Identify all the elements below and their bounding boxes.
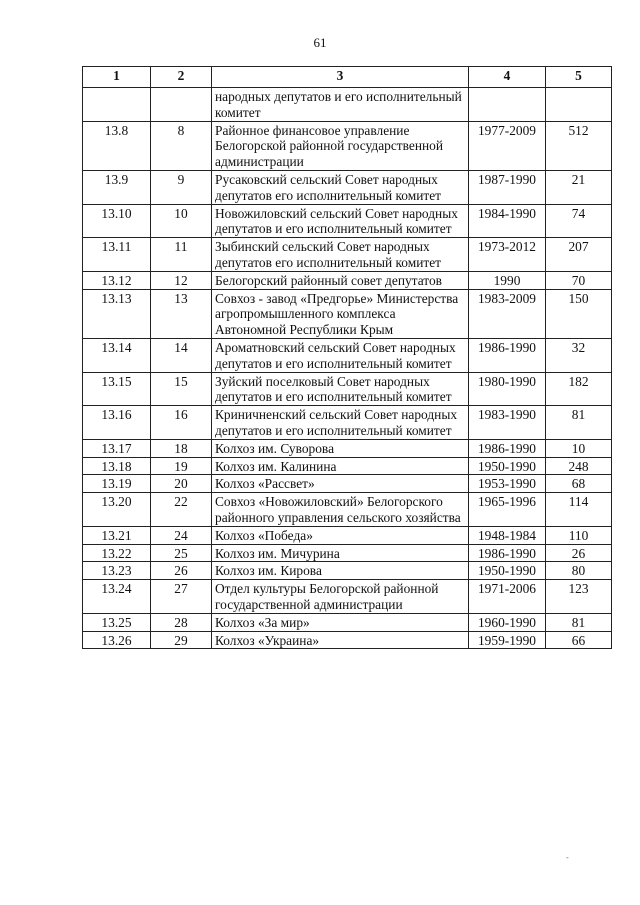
table-row: [83, 439, 612, 457]
cell-col-3: Колхоз «Украина»: [212, 631, 469, 649]
cell-col-4: [469, 88, 546, 122]
cell-col-2: 20: [151, 475, 212, 493]
table-row: [83, 613, 612, 631]
table-row: [83, 406, 612, 440]
cell-col-5: 110: [546, 526, 612, 544]
cell-col-4: 1977-2009: [469, 121, 546, 170]
cell-col-2: 27: [151, 580, 212, 614]
table-row: [83, 544, 612, 562]
cell-col-5: 150: [546, 289, 612, 338]
cell-col-5: 81: [546, 406, 612, 440]
cell-col-2: 11: [151, 238, 212, 272]
cell-col-3: Зыбинский сельский Совет народных депутатов его исполнительный комитет: [212, 238, 469, 272]
cell-col-5: 66: [546, 631, 612, 649]
cell-col-4: 1948-1984: [469, 526, 546, 544]
table-row: [83, 88, 612, 122]
cell-col-1: 13.13: [83, 289, 151, 338]
cell-col-2: 28: [151, 613, 212, 631]
cell-col-4: 1960-1990: [469, 613, 546, 631]
cell-col-2: 8: [151, 121, 212, 170]
cell-col-5: 81: [546, 613, 612, 631]
table-row: [83, 526, 612, 544]
cell-col-5: 74: [546, 204, 612, 238]
cell-col-1: 13.16: [83, 406, 151, 440]
cell-col-1: 13.20: [83, 493, 151, 527]
cell-col-1: 13.9: [83, 170, 151, 204]
cell-col-4: 1984-1990: [469, 204, 546, 238]
table-row: [83, 271, 612, 289]
table-row: [83, 562, 612, 580]
cell-col-4: 1986-1990: [469, 338, 546, 372]
table-row: [83, 457, 612, 475]
cell-col-2: 9: [151, 170, 212, 204]
cell-col-3: Колхоз им. Мичурина: [212, 544, 469, 562]
cell-col-3: народных депутатов и его исполнительный комитет: [212, 88, 469, 122]
cell-col-2: [151, 88, 212, 122]
corner-mark: -: [566, 853, 569, 862]
table-row: [83, 204, 612, 238]
cell-col-1: 13.17: [83, 439, 151, 457]
table-row: [83, 238, 612, 272]
cell-col-3: Белогорский районный совет депутатов: [212, 271, 469, 289]
cell-col-2: 15: [151, 372, 212, 406]
cell-col-1: 13.14: [83, 338, 151, 372]
cell-col-3: Отдел культуры Белогорской районной государственной администрации: [212, 580, 469, 614]
cell-col-1: 13.15: [83, 372, 151, 406]
table-row: [83, 338, 612, 372]
cell-col-5: [546, 88, 612, 122]
cell-col-3: Криничненский сельский Совет народных депутатов и его исполнительный комитет: [212, 406, 469, 440]
cell-col-4: 1990: [469, 271, 546, 289]
cell-col-5: 248: [546, 457, 612, 475]
cell-col-2: 18: [151, 439, 212, 457]
table-row: [83, 170, 612, 204]
cell-col-1: 13.25: [83, 613, 151, 631]
cell-col-3: Новожиловский сельский Совет народных депутатов и его исполнительный комитет: [212, 204, 469, 238]
cell-col-1: 13.22: [83, 544, 151, 562]
cell-col-5: 70: [546, 271, 612, 289]
cell-col-1: 13.24: [83, 580, 151, 614]
cell-col-5: 114: [546, 493, 612, 527]
table-row: [83, 475, 612, 493]
cell-col-5: 68: [546, 475, 612, 493]
table-row: [83, 121, 612, 170]
table-row: [83, 631, 612, 649]
cell-col-4: 1987-1990: [469, 170, 546, 204]
cell-col-4: 1950-1990: [469, 562, 546, 580]
cell-col-2: 25: [151, 544, 212, 562]
header-col-3: 3: [212, 67, 469, 88]
cell-col-1: 13.26: [83, 631, 151, 649]
cell-col-3: Колхоз «Рассвет»: [212, 475, 469, 493]
cell-col-2: 16: [151, 406, 212, 440]
table-body: [83, 88, 612, 649]
cell-col-3: Совхоз - завод «Предгорье» Министерства агропромышленного комплекса Автономной Республики Крым: [212, 289, 469, 338]
header-col-5: 5: [546, 67, 612, 88]
cell-col-3: Зуйский поселковый Совет народных депутатов и его исполнительный комитет: [212, 372, 469, 406]
cell-col-2: 14: [151, 338, 212, 372]
cell-col-3: Колхоз им. Суворова: [212, 439, 469, 457]
cell-col-1: 13.8: [83, 121, 151, 170]
cell-col-1: 13.12: [83, 271, 151, 289]
cell-col-1: 13.10: [83, 204, 151, 238]
cell-col-3: Колхоз им. Кирова: [212, 562, 469, 580]
cell-col-4: 1953-1990: [469, 475, 546, 493]
page-number: 61: [313, 35, 327, 50]
cell-col-2: 13: [151, 289, 212, 338]
cell-col-4: 1980-1990: [469, 372, 546, 406]
cell-col-5: 182: [546, 372, 612, 406]
cell-col-5: 26: [546, 544, 612, 562]
header-col-1: 1: [83, 67, 151, 88]
cell-col-5: 207: [546, 238, 612, 272]
table-row: [83, 580, 612, 614]
cell-col-2: 26: [151, 562, 212, 580]
cell-col-2: 12: [151, 271, 212, 289]
cell-col-4: 1965-1996: [469, 493, 546, 527]
cell-col-4: 1973-2012: [469, 238, 546, 272]
cell-col-3: Колхоз «За мир»: [212, 613, 469, 631]
cell-col-5: 10: [546, 439, 612, 457]
table-row: [83, 372, 612, 406]
cell-col-3: Колхоз «Победа»: [212, 526, 469, 544]
cell-col-2: 19: [151, 457, 212, 475]
cell-col-5: 80: [546, 562, 612, 580]
cell-col-4: 1959-1990: [469, 631, 546, 649]
cell-col-3: Районное финансовое управление Белогорской районной государственной администрации: [212, 121, 469, 170]
cell-col-2: 29: [151, 631, 212, 649]
cell-col-4: 1983-2009: [469, 289, 546, 338]
table-row: [83, 493, 612, 527]
cell-col-2: 22: [151, 493, 212, 527]
cell-col-5: 32: [546, 338, 612, 372]
cell-col-2: 24: [151, 526, 212, 544]
cell-col-4: 1950-1990: [469, 457, 546, 475]
cell-col-1: [83, 88, 151, 122]
table-header-row: [83, 67, 612, 88]
cell-col-5: 123: [546, 580, 612, 614]
cell-col-3: Ароматновский сельский Совет народных депутатов и его исполнительный комитет: [212, 338, 469, 372]
cell-col-3: Колхоз им. Калинина: [212, 457, 469, 475]
cell-col-1: 13.21: [83, 526, 151, 544]
cell-col-4: 1986-1990: [469, 439, 546, 457]
cell-col-5: 21: [546, 170, 612, 204]
header-col-2: 2: [151, 67, 212, 88]
cell-col-1: 13.18: [83, 457, 151, 475]
cell-col-3: Совхоз «Новожиловский» Белогорского районного управления сельского хозяйства: [212, 493, 469, 527]
cell-col-2: 10: [151, 204, 212, 238]
header-col-4: 4: [469, 67, 546, 88]
cell-col-4: 1971-2006: [469, 580, 546, 614]
cell-col-4: 1983-1990: [469, 406, 546, 440]
cell-col-3: Русаковский сельский Совет народных депутатов его исполнительный комитет: [212, 170, 469, 204]
cell-col-1: 13.11: [83, 238, 151, 272]
cell-col-1: 13.23: [83, 562, 151, 580]
cell-col-5: 512: [546, 121, 612, 170]
archive-fund-table: [82, 66, 612, 649]
cell-col-4: 1986-1990: [469, 544, 546, 562]
table-row: [83, 289, 612, 338]
cell-col-1: 13.19: [83, 475, 151, 493]
